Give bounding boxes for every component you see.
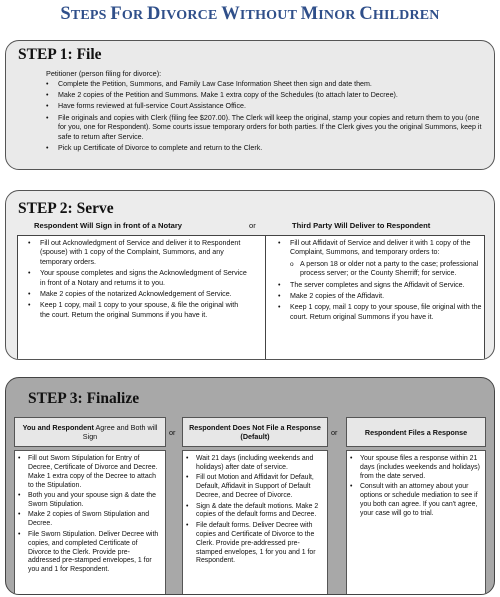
list-item: • Both you and your spouse sign & date the Sworn Stipulation. <box>28 492 162 510</box>
list-item: • Make 2 copies of the Petition and Summons. Make 1 extra copy of the Schedules (to attach later to Decree). <box>58 91 488 101</box>
list-item: • Keep 1 copy, mail 1 copy to your spouse, file original with the court. Return original Summons if you have it. <box>290 303 482 322</box>
sub-list-item: o A person 18 or older not a party to the case; professional process server; or the County Sherriff; for service. <box>290 260 482 279</box>
list-item: • File default forms. Deliver Decree with copies and Certificate of Divorce to the Clerk. Provide pre-addressed pre-stamped envelopes, 1 for you and 1 for Respondent. <box>196 522 324 567</box>
step1-heading: STEP 1: File <box>18 46 102 63</box>
step1-panel <box>5 40 495 170</box>
step3-col1-body <box>14 450 166 595</box>
col1-header-rest: Agree and Both will Sign <box>82 423 158 441</box>
step3-col3-body <box>346 450 486 595</box>
list-item: • The server completes and signs the Affidavit of Service. <box>290 281 482 290</box>
list-item: • Fill out Motion and Affidavit for Default, Default, Affidavit in Support of Default Decree, and Decree of Divorce. <box>196 474 324 501</box>
step1-intro: Petitioner (person filing for divorce): <box>46 69 162 78</box>
step3-or-1: or <box>169 428 176 437</box>
list-item: • Keep 1 copy, mail 1 copy to your spouse, & file the original with the court. Return the original Summons if you have it. <box>40 301 250 320</box>
list-item: • Make 2 copies of the notarized Acknowledgement of Service. <box>40 290 250 299</box>
list-item: • File Sworn Stipulation. Deliver Decree with copies, and completed Certificate of Divorce to the Clerk. Provide pre-addressed pre-stamped envelopes, 1 for you and 1 for Respondent. <box>28 531 162 576</box>
list-item: • Your spouse completes and signs the Acknowledgment of Service in front of a Notary and returns it to you. <box>40 269 250 288</box>
page-title: STEPS FOR DIVORCE WITHOUT MINOR CHILDREN <box>60 4 440 24</box>
list-item: • Complete the Petition, Summons, and Family Law Case Information Sheet then sign and date them. <box>58 80 488 90</box>
list-item: • Sign & date the default motions. Make 2 copies of the default forms and Decree. <box>196 503 324 521</box>
col1-header-bold: You and Respondent <box>22 423 94 432</box>
list-item: • Wait 21 days (including weekends and holidays) after date of service. <box>196 455 324 473</box>
list-item: • Fill out Affidavit of Service and deliver it with 1 copy of the Complaint, Summons, and temporary orders to: <box>290 239 482 258</box>
list-item: • Pick up Certificate of Divorce to complete and return to the Clerk. <box>58 144 488 154</box>
list-item: • Fill out Acknowledgment of Service and deliver it to Respondent (spouse) with 1 copy of the Complaint, Summons, and any temporary orders. <box>40 239 250 267</box>
step3-col2-body <box>182 450 328 595</box>
step3-col3-header: Respondent Files a Response <box>346 417 486 447</box>
step2-left-header: Respondent Will Sign in front of a Notary <box>34 221 183 230</box>
list-item: • Have forms reviewed at full-service Court Assistance Office. <box>58 102 488 112</box>
step2-left-list <box>40 239 250 322</box>
step2-heading: STEP 2: Serve <box>18 200 114 217</box>
step3-col1-header <box>14 417 166 447</box>
step2-column-headers <box>6 221 495 235</box>
step1-list <box>58 80 488 155</box>
list-item: • Fill out Sworn Stipulation for Entry of Decree, Certificate of Divorce and Decree. Make 1 extra copy of the Decree to attach to the Stipulation. <box>28 455 162 491</box>
step2-right-list <box>290 239 482 324</box>
list-item: • Make 2 copies of Sworn Stipulation and Decree. <box>28 511 162 529</box>
step3-col3-list <box>360 455 482 520</box>
step3-col1-list <box>28 455 162 577</box>
step2-right-header: Third Party Will Deliver to Respondent <box>292 221 431 230</box>
step2-panel <box>5 190 495 360</box>
column-divider <box>265 236 266 360</box>
list-item: • Consult with an attorney about your options or schedule mediation to see if you both can agree. If you can't agree, your case will go to trial. <box>360 483 482 519</box>
step2-or: or <box>249 221 256 230</box>
step2-body <box>17 235 485 360</box>
step3-col2-header: Respondent Does Not File a Response (Default) <box>182 417 328 447</box>
step3-panel <box>5 377 495 595</box>
list-item: • Your spouse files a response within 21 days (includes weekends and holidays) from the date served. <box>360 455 482 482</box>
list-item: • Make 2 copies of the Affidavit. <box>290 292 482 301</box>
step3-heading: STEP 3: Finalize <box>28 390 140 407</box>
step3-or-2: or <box>331 428 338 437</box>
step3-col2-list <box>196 455 324 568</box>
list-item: • File originals and copies with Clerk (filing fee $207.00). The Clerk will keep the original, stamp your copies and return them to you (one for you, one for Respondent). Some courts issue temporary orders for both parties. If the Clerk gives you the original Summons, keep it safe to return after Service. <box>58 114 488 143</box>
